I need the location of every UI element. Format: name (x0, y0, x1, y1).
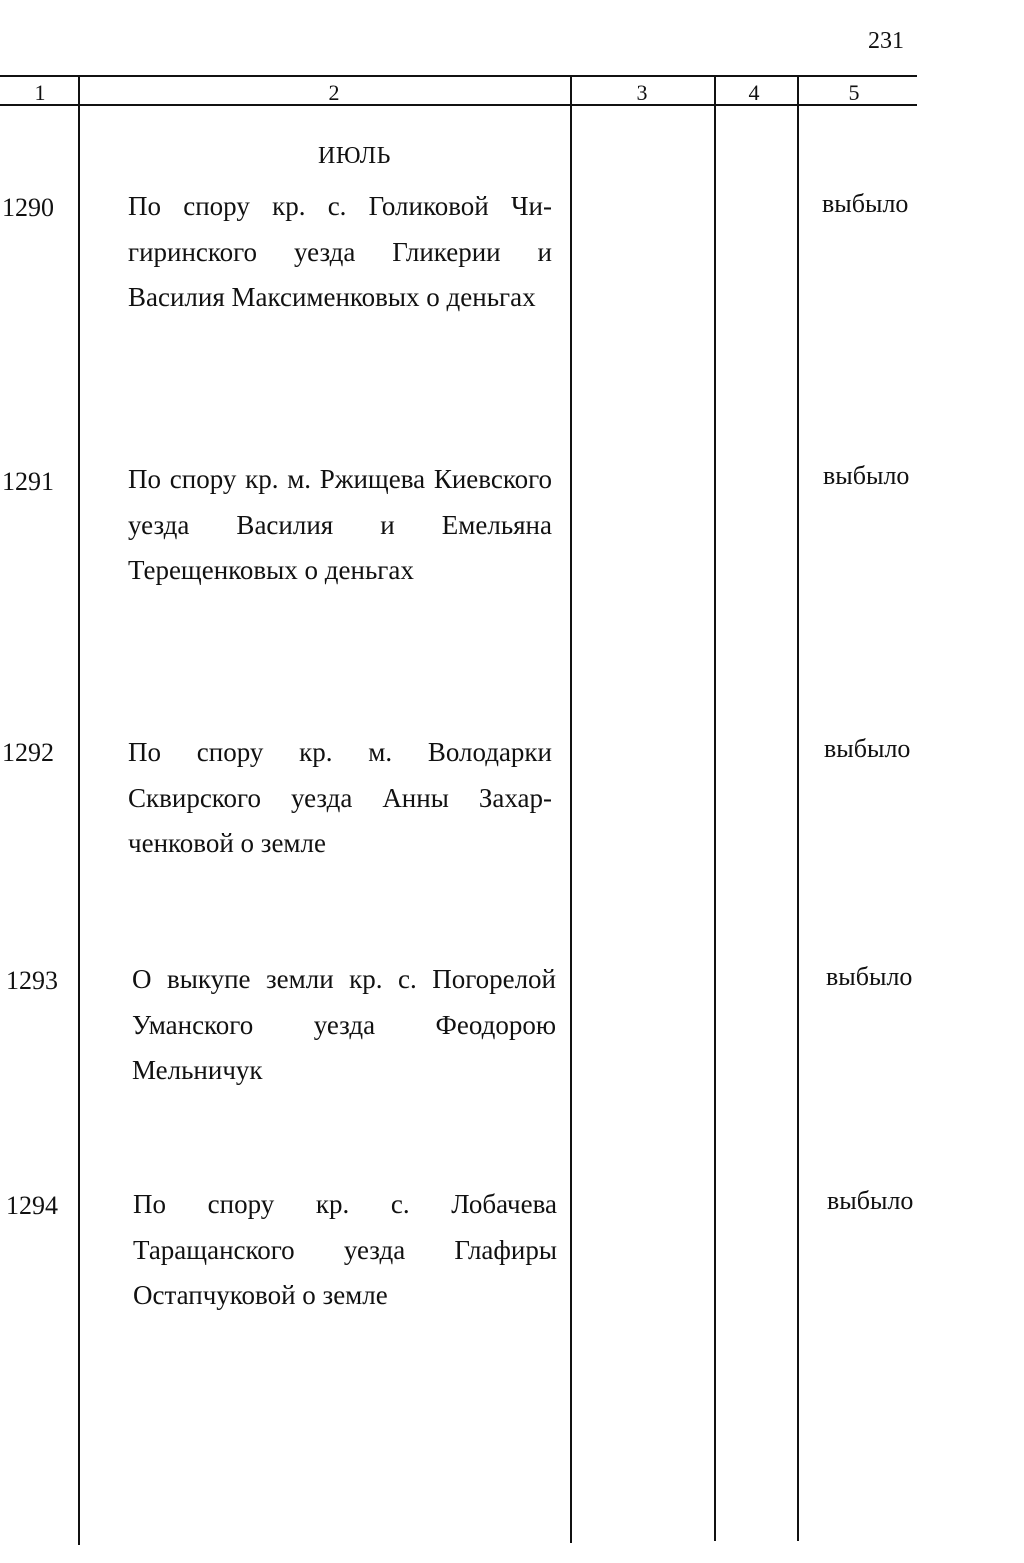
entry-description: По спору кр. м. Володарки Сквирского уезда Анны Захарченковой о земле (128, 737, 552, 858)
entry-description: По спору кр. м. Ржищева Киевского уезда Василия и Емельяна Терещенковых о деньгах (128, 464, 552, 585)
entry-number: 1290 (2, 193, 54, 222)
column-header-5: 5 (848, 80, 860, 105)
column-header-3: 3 (636, 80, 648, 105)
column-header-1: 1 (34, 80, 46, 105)
month-heading: ИЮЛЬ (318, 143, 391, 169)
column-header-2: 2 (328, 80, 340, 105)
entry-number: 1294 (6, 1191, 58, 1220)
column-rule-2 (570, 75, 572, 1543)
table-header-rule (0, 104, 917, 106)
entry-description: По спору кр. с. Лобачева Таращанского уезда Глафиры Остапчуковой о земле (133, 1189, 557, 1310)
column-rule-4 (797, 75, 799, 1541)
entry-status: выбыло (822, 189, 909, 218)
entry-description: О выкупе земли кр. с. Погорелой Уманского уезда Феодорою Мельничук (132, 964, 556, 1085)
entry-number: 1293 (6, 966, 58, 995)
entry-number: 1292 (2, 738, 54, 767)
entry-status: выбыло (824, 734, 911, 763)
table-top-rule (0, 75, 917, 77)
column-header-4: 4 (748, 80, 760, 105)
column-rule-3 (714, 75, 716, 1541)
entry-status: выбыло (826, 962, 913, 991)
entry-number: 1291 (2, 467, 54, 496)
entry-status: выбыло (823, 461, 910, 490)
entry-status: выбыло (827, 1186, 914, 1215)
column-rule-1 (78, 75, 80, 1545)
entry-description: По спору кр. с. Голиковой Чигиринского уезда Гликерии и Василия Максименковых о деньгах (128, 191, 552, 312)
page-number: 231 (868, 28, 904, 54)
